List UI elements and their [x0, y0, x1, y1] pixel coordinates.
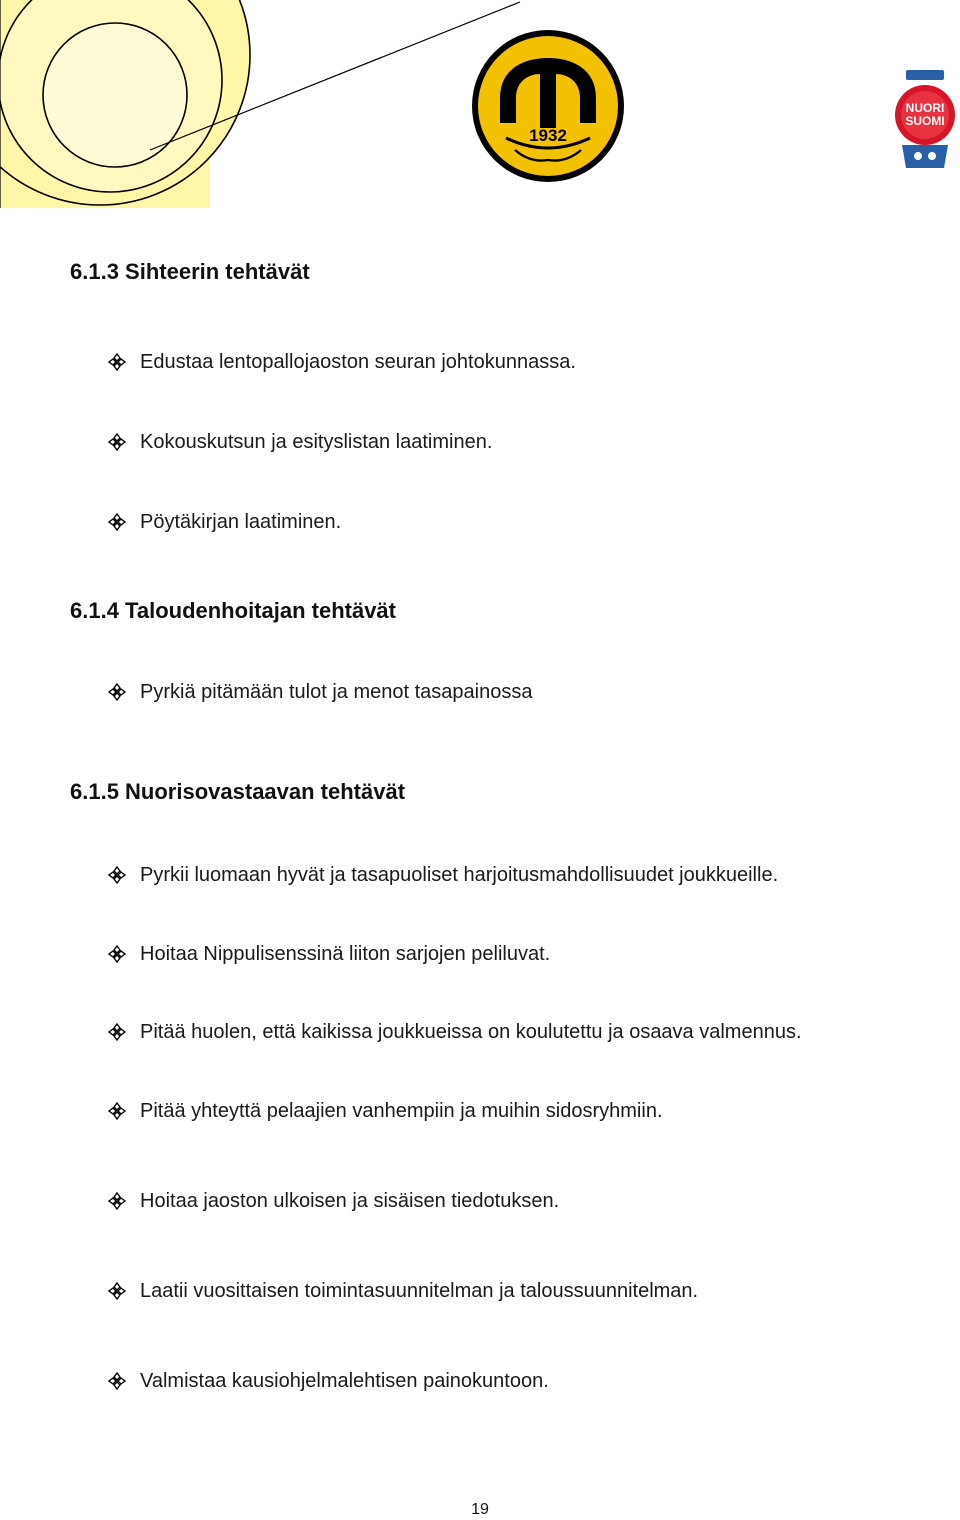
list-item-text: Hoitaa jaoston ulkoisen ja sisäisen tiedotuksen.: [140, 1190, 560, 1212]
section-heading-6-1-4: 6.1.4 Taloudenhoitajan tehtävät: [70, 598, 396, 623]
diamond-bullet-icon: [108, 513, 126, 531]
list-item-text: Valmistaa kausiohjelmalehtisen painokuntoon.: [140, 1370, 549, 1392]
page-number: 19: [471, 1501, 489, 1518]
nuori-suomi-badge-icon: [892, 70, 958, 170]
list-item-text: Pöytäkirjan laatiminen.: [140, 511, 342, 533]
list-item-text: Pitää yhteyttä pelaajien vanhempiin ja muihin sidosryhmiin.: [140, 1100, 663, 1122]
club-logo: [470, 28, 626, 184]
section-heading-6-1-3: 6.1.3 Sihteerin tehtävät: [70, 259, 310, 284]
list-item-text: Laatii vuosittaisen toimintasuunnitelman ja taloussuunnitelman.: [140, 1280, 699, 1302]
diamond-bullet-icon: [108, 1102, 126, 1120]
list-item-text: Hoitaa Nippulisenssinä liiton sarjojen peliluvat.: [140, 943, 551, 965]
diamond-bullet-icon: [108, 1372, 126, 1390]
diamond-bullet-icon: [108, 353, 126, 371]
club-emblem-icon: [470, 28, 626, 184]
diamond-bullet-icon: [108, 1192, 126, 1210]
diamond-bullet-icon: [108, 433, 126, 451]
list-item-text: Edustaa lentopallojaoston seuran johtokunnassa.: [140, 351, 576, 373]
diamond-bullet-icon: [108, 945, 126, 963]
partner-logo-text-top: NUORI: [905, 101, 945, 115]
header-decoration: [0, 0, 540, 210]
list-item-text: Pyrkiä pitämään tulot ja menot tasapainossa: [140, 681, 533, 703]
diamond-bullet-icon: [108, 1023, 126, 1041]
diamond-bullet-icon: [108, 683, 126, 701]
list-item-text: Kokouskutsun ja esityslistan laatiminen.: [140, 431, 493, 453]
diamond-bullet-icon: [108, 1282, 126, 1300]
partner-logo: [892, 70, 958, 170]
section-heading-6-1-5: 6.1.5 Nuorisovastaavan tehtävät: [70, 779, 406, 804]
club-logo-year: 1932: [529, 126, 567, 145]
list-item-text: Pyrkii luomaan hyvät ja tasapuoliset harjoitusmahdollisuudet joukkueille.: [140, 864, 779, 886]
diamond-bullet-icon: [108, 866, 126, 884]
list-item-text: Pitää huolen, että kaikissa joukkueissa on koulutettu ja osaava valmennus.: [140, 1021, 802, 1043]
partner-logo-text-bottom: SUOMI: [905, 114, 945, 128]
